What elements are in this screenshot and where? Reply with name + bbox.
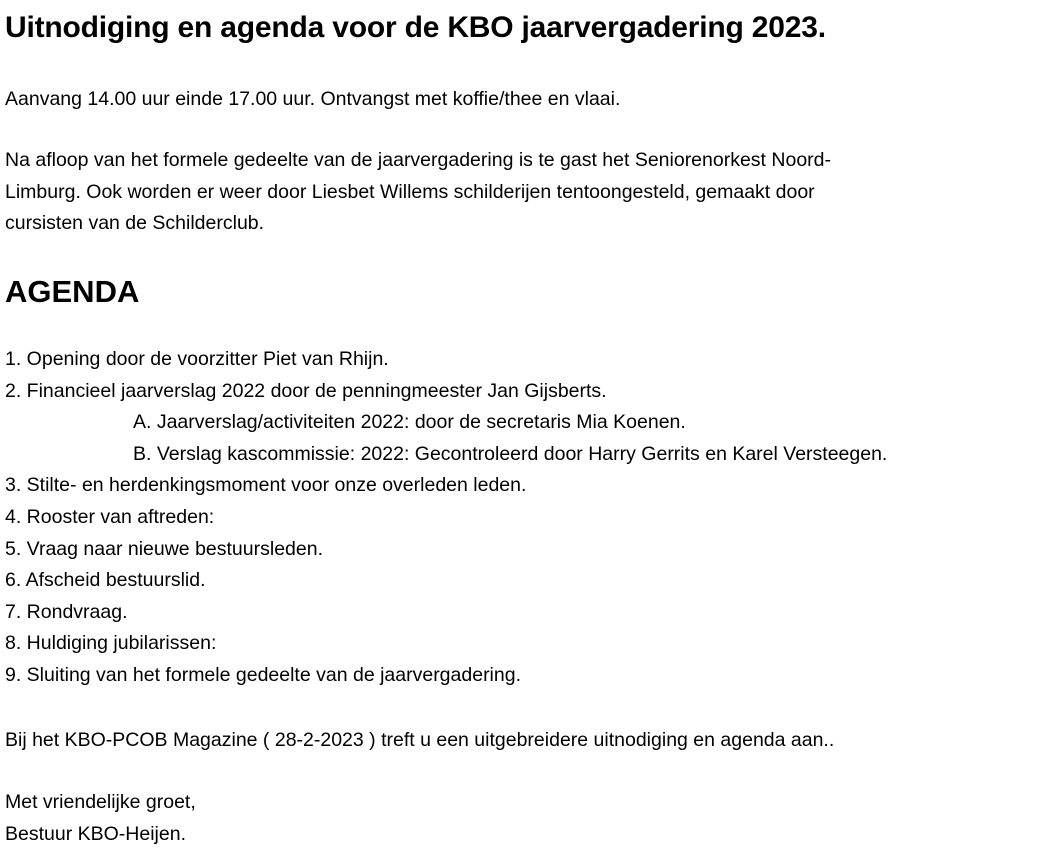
afterwards-line-2: Limburg. Ook worden er weer door Liesbet Willems schilderijen tentoongesteld, gemaakt door bbox=[5, 180, 815, 203]
agenda-item: 3. Stilte- en herdenkingsmoment voor onze overleden leden. bbox=[5, 474, 527, 497]
agenda-item: 4. Rooster van aftreden: bbox=[5, 505, 215, 528]
magazine-note: Bij het KBO-PCOB Magazine ( 28-2-2023 ) treft u een uitgebreidere uitnodiging en agenda aan.. bbox=[5, 729, 835, 751]
closing-greeting: Met vriendelijke groet, bbox=[5, 791, 196, 813]
agenda-item: 5. Vraag naar nieuwe bestuursleden. bbox=[5, 537, 323, 560]
agenda-subitem: B. Verslag kascommissie: 2022: Gecontroleerd door Harry Gerrits en Karel Versteegen. bbox=[133, 442, 888, 465]
agenda-subitem: A. Jaarverslag/activiteiten 2022: door de secretaris Mia Koenen. bbox=[133, 411, 686, 434]
intro-text: Aanvang 14.00 uur einde 17.00 uur. Ontvangst met koffie/thee en vlaai. bbox=[5, 88, 621, 110]
agenda-list bbox=[5, 344, 887, 692]
agenda-item: 2. Financieel jaarverslag 2022 door de penningmeester Jan Gijsberts. bbox=[5, 379, 607, 402]
agenda-item: 8. Huldiging jubilarissen: bbox=[5, 632, 217, 655]
agenda-heading: AGENDA bbox=[5, 274, 140, 309]
signature: Bestuur KBO-Heijen. bbox=[5, 822, 186, 845]
agenda-item: 9. Sluiting van het formele gedeelte van de jaarvergadering. bbox=[5, 663, 521, 686]
afterwards-line-3: cursisten van de Schilderclub. bbox=[5, 212, 265, 235]
document-title: Uitnodiging en agenda voor de KBO jaarvergadering 2023. bbox=[5, 11, 826, 44]
agenda-item: 1. Opening door de voorzitter Piet van Rhijn. bbox=[5, 348, 389, 370]
agenda-item: 6. Afscheid bestuurslid. bbox=[5, 569, 206, 592]
afterwards-line-1: Na afloop van het formele gedeelte van de jaarvergadering is te gast het Seniorenorkest Noord- bbox=[5, 149, 831, 171]
agenda-item: 7. Rondvraag. bbox=[5, 600, 128, 623]
